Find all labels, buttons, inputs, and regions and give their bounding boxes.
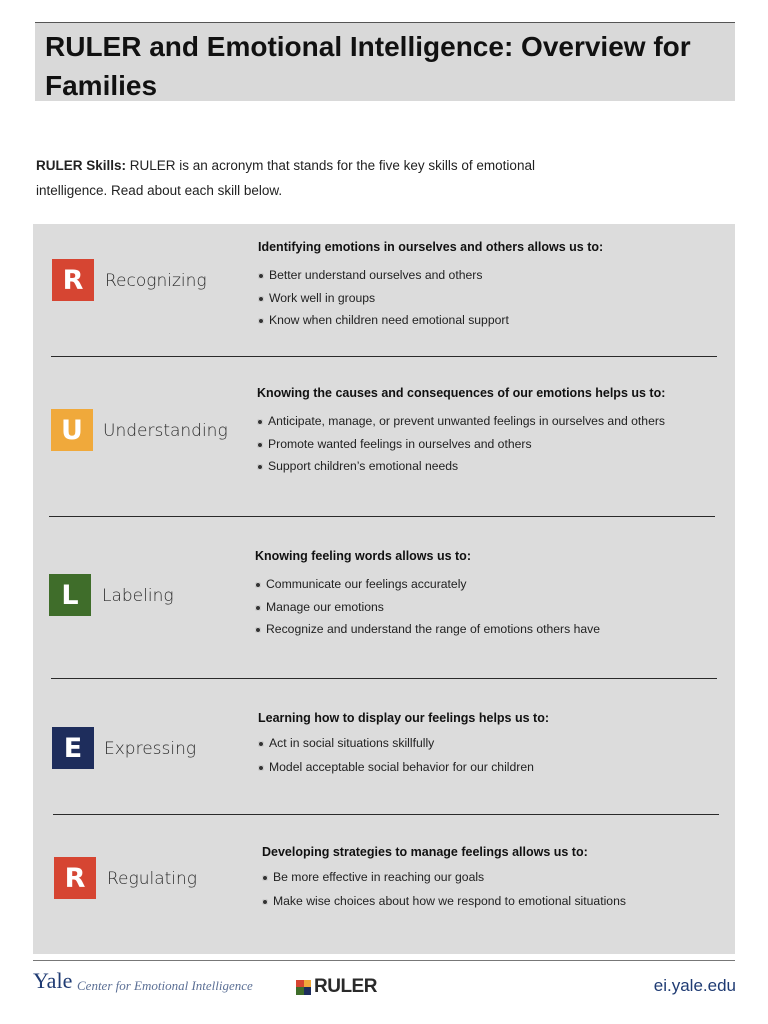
center-name: Center for Emotional Intelligence (77, 978, 253, 993)
ruler-logo-icon (296, 980, 311, 995)
bullet-icon (258, 765, 264, 771)
footer-divider (33, 960, 735, 961)
skills-panel (33, 224, 735, 954)
skill-description (255, 549, 695, 641)
skill-letter-badge: U (51, 409, 93, 451)
list-item: Manage our emotions (255, 596, 695, 619)
skill-heading: Identifying emotions in ourselves and others allows us to: (258, 240, 604, 254)
bullet-icon (257, 442, 263, 448)
skill-expressing (33, 679, 735, 813)
page-title: RULER and Emotional Intelligence: Overview for Families (45, 31, 691, 101)
skill-name: Understanding (103, 421, 228, 441)
bullet-icon (262, 875, 268, 881)
bullet-icon (257, 419, 263, 425)
skill-labeling (33, 517, 735, 677)
skill-name: Regulating (107, 869, 197, 889)
logo-square (304, 980, 312, 988)
skill-name: Recognizing (105, 271, 207, 291)
logo-square (296, 987, 304, 995)
skill-recognizing (33, 224, 735, 354)
list-item: Know when children need emotional support (258, 309, 698, 332)
list-item: Act in social situations skillfully (258, 731, 698, 755)
list-item: Promote wanted feelings in ourselves and others (257, 433, 697, 456)
title-band (35, 22, 735, 101)
bullet-icon (258, 296, 264, 302)
list-item: Be more effective in reaching our goals (262, 865, 702, 889)
list-item: Communicate our feelings accurately (255, 573, 695, 596)
website-link[interactable]: ei.yale.edu (653, 976, 736, 995)
skill-name: Labeling (102, 586, 174, 606)
bullet-icon (258, 741, 264, 747)
skill-description (262, 845, 702, 913)
list-item: Model acceptable social behavior for our children (258, 755, 698, 779)
skill-heading: Knowing feeling words allows us to: (255, 549, 471, 563)
skill-letter-badge: E (52, 727, 94, 769)
skill-understanding (33, 357, 735, 515)
list-item: Work well in groups (258, 287, 698, 310)
bullet-icon (257, 464, 263, 470)
skill-letter-badge: L (49, 574, 91, 616)
skill-letter-badge: R (52, 259, 94, 301)
bullet-icon (258, 318, 264, 324)
ruler-logo-text: RULER (314, 976, 377, 997)
intro-paragraph (36, 153, 596, 203)
bullet-icon (262, 899, 268, 905)
skill-letter-badge: R (54, 857, 96, 899)
skill-heading: Developing strategies to manage feelings allows us to: (262, 845, 588, 859)
list-item: Better understand ourselves and others (258, 264, 698, 287)
logo-square (296, 980, 304, 988)
skill-name: Expressing (104, 739, 197, 759)
bullet-icon (255, 627, 261, 633)
skill-regulating (33, 815, 735, 954)
skill-description (257, 386, 697, 478)
ruler-logo (296, 976, 377, 998)
list-item: Support children’s emotional needs (257, 455, 697, 478)
skill-description (258, 240, 698, 332)
yale-logo: Yale (33, 968, 73, 993)
skill-heading: Learning how to display our feelings helps us to: (258, 711, 549, 725)
skill-heading: Knowing the causes and consequences of our emotions helps us to: (257, 386, 666, 400)
logo-square (304, 987, 312, 995)
list-item: Recognize and understand the range of emotions others have (255, 618, 695, 641)
list-item: Anticipate, manage, or prevent unwanted feelings in ourselves and others (257, 410, 697, 433)
intro-text: RULER is an acronym that stands for the five key skills of emotional intelligence. Read about each skill below. (36, 158, 535, 198)
intro-label: RULER Skills: (36, 158, 127, 173)
list-item: Make wise choices about how we respond to emotional situations (262, 889, 702, 913)
skill-description (258, 711, 698, 779)
bullet-icon (255, 582, 261, 588)
bullet-icon (255, 605, 261, 611)
bullet-icon (258, 273, 264, 279)
